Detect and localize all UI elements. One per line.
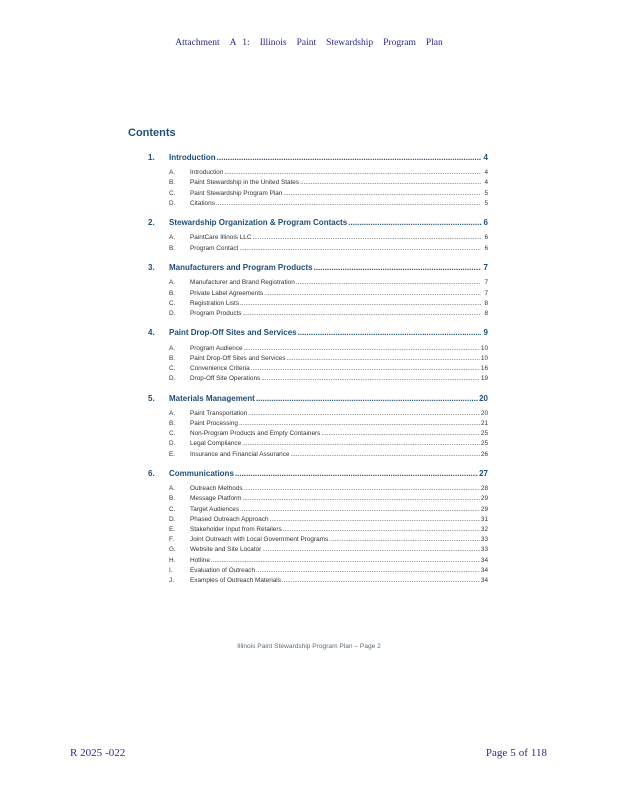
subsection-title: Outreach Methods	[190, 485, 243, 493]
subsection-letter: A.	[169, 409, 176, 417]
subsection-page: 34	[480, 556, 488, 564]
toc-subsection-entry[interactable]	[148, 372, 488, 382]
subsection-letter: B.	[169, 354, 176, 362]
subsection-letter: F.	[169, 536, 174, 544]
toc-subsection-entry[interactable]	[148, 341, 488, 351]
dot-leader	[244, 486, 480, 492]
subsection-title: PaintCare Illinois LLC	[190, 234, 252, 242]
subsection-title: Program Contact	[190, 244, 239, 252]
document-number-part: R 2025	[70, 747, 103, 759]
subsection-letter: B.	[169, 420, 176, 427]
subsection-title: Non-Program Products and Empty Containers	[190, 430, 321, 438]
subsection-page: 33	[480, 546, 488, 554]
header-word: Plan	[425, 38, 443, 48]
dot-leader	[321, 431, 480, 437]
dot-leader	[348, 219, 481, 227]
subsection-letter: A.	[169, 485, 176, 493]
contents-title: Contents	[128, 127, 176, 139]
section-page: 20	[479, 393, 488, 403]
subsection-letter: D.	[169, 375, 176, 383]
toc-subsection-entry[interactable]	[148, 513, 488, 523]
toc-subsection-entry[interactable]	[148, 502, 488, 512]
dot-leader	[235, 470, 478, 478]
subsection-page: 6	[484, 234, 488, 242]
dot-leader	[240, 300, 481, 306]
header-word: Program	[383, 38, 416, 48]
dot-leader	[282, 578, 480, 584]
table-of-contents	[148, 150, 488, 592]
toc-section	[148, 150, 488, 207]
dot-leader	[283, 190, 481, 196]
toc-subsection-entry[interactable]	[148, 197, 488, 207]
toc-subsection-entry[interactable]	[148, 482, 488, 492]
toc-subsection-entry[interactable]	[148, 186, 488, 196]
section-page: 4	[483, 153, 488, 162]
dot-leader	[298, 329, 481, 337]
subsection-title: Evaluation of Outreach	[190, 566, 256, 574]
page-counter	[486, 747, 550, 759]
dot-leader	[244, 345, 480, 351]
subsection-letter: D.	[169, 515, 176, 523]
toc-section-entry[interactable]	[148, 325, 488, 337]
dot-leader	[224, 170, 481, 176]
toc-section-entry[interactable]	[148, 391, 488, 403]
subsection-letter: D.	[169, 309, 176, 317]
dot-leader	[262, 547, 480, 553]
dot-leader	[243, 496, 480, 502]
subsection-page: 19	[480, 375, 488, 383]
section-number: 2.	[148, 218, 155, 228]
subsection-page: 5	[484, 199, 488, 207]
subsection-letter: C.	[169, 299, 176, 307]
dot-leader	[217, 154, 481, 162]
subsection-letter: D.	[169, 199, 176, 207]
inner-page-footer: Illinois Paint Stewardship Program Plan – Page 2	[237, 643, 381, 650]
subsection-letter: A.	[169, 169, 176, 177]
subsection-letter: C.	[169, 189, 176, 197]
section-number: 5.	[148, 393, 155, 403]
dot-leader	[252, 235, 481, 241]
subsection-letter: B.	[169, 179, 176, 187]
toc-subsection-entry[interactable]	[148, 352, 488, 362]
subsection-title: Manufacturer and Brand Registration	[190, 279, 295, 287]
subsection-title: Target Audiences	[190, 505, 240, 513]
subsection-page: 34	[480, 566, 488, 574]
subsection-page: 25	[480, 430, 488, 438]
section-page: 7	[483, 263, 488, 273]
dot-leader	[314, 264, 481, 272]
document-number-part: -022	[105, 747, 126, 759]
subsection-title: Paint Processing	[190, 420, 238, 427]
subsection-title: Program Products	[190, 309, 242, 317]
subsection-page: 21	[480, 420, 488, 427]
section-page: 9	[483, 328, 488, 338]
subsection-page: 16	[480, 364, 488, 372]
toc-section-entry[interactable]	[148, 466, 488, 478]
page-counter-part: Page	[485, 747, 508, 759]
subsection-title: Stakeholder Input from Retailers	[190, 526, 282, 533]
dot-leader	[256, 395, 478, 403]
subsection-title: Introduction	[190, 169, 224, 177]
section-title: Communications	[169, 469, 234, 479]
page-counter-part: of	[518, 747, 528, 759]
dot-leader	[261, 376, 480, 382]
subsection-letter: D.	[169, 440, 176, 448]
toc-subsection-entry[interactable]	[148, 241, 488, 251]
dot-leader	[239, 421, 480, 427]
subsection-title: Phased Outreach Approach	[190, 515, 269, 523]
subsection-letter: C.	[169, 364, 176, 372]
dot-leader	[283, 527, 480, 533]
subsection-page: 20	[480, 409, 488, 417]
dot-leader	[240, 506, 480, 512]
subsection-title: Convenience Criteria	[190, 364, 250, 372]
toc-subsection-entry[interactable]	[148, 286, 488, 296]
subsection-page: 7	[484, 289, 488, 297]
section-title: Materials Management	[169, 393, 255, 403]
header-word: Attachment	[175, 38, 220, 48]
toc-subsection-entry[interactable]	[148, 492, 488, 502]
header-word: A 1:	[229, 38, 250, 48]
section-number: 6.	[148, 469, 155, 479]
attachment-header	[0, 38, 618, 48]
section-number: 4.	[148, 328, 155, 338]
subsection-page: 25	[480, 440, 488, 448]
subsection-title: Examples of Outreach Materials	[190, 576, 281, 584]
subsection-page: 29	[480, 495, 488, 503]
subsection-letter: A.	[169, 344, 176, 352]
toc-subsection-entry[interactable]	[148, 362, 488, 372]
toc-section	[148, 466, 488, 584]
dot-leader	[290, 451, 479, 457]
dot-leader	[251, 366, 480, 372]
dot-leader	[300, 180, 481, 186]
toc-section	[148, 391, 488, 458]
dot-leader	[296, 280, 481, 286]
section-number: 3.	[148, 263, 155, 273]
toc-subsection-entry[interactable]	[148, 543, 488, 553]
toc-subsection-entry[interactable]	[148, 231, 488, 241]
subsection-page: 6	[484, 244, 488, 252]
header-word: Paint	[296, 38, 317, 48]
subsection-letter: A.	[169, 279, 176, 287]
dot-leader	[286, 355, 479, 361]
subsection-title: Insurance and Financial Assurance	[190, 450, 290, 458]
toc-subsection-entry[interactable]	[148, 564, 488, 574]
subsection-page: 31	[480, 515, 488, 523]
section-page: 27	[479, 469, 488, 479]
dot-leader	[242, 441, 480, 447]
dot-leader	[264, 290, 481, 296]
section-title: Stewardship Organization & Program Contacts	[169, 218, 348, 228]
toc-subsection-entry[interactable]	[148, 533, 488, 543]
dot-leader	[270, 516, 480, 522]
toc-section	[148, 325, 488, 382]
subsection-letter: E.	[169, 526, 176, 533]
subsection-page: 10	[480, 344, 488, 352]
subsection-title: Registration Lists	[190, 299, 240, 307]
header-word: Stewardship	[326, 38, 374, 48]
subsection-title: Joint Outreach with Local Government Programs	[190, 536, 329, 544]
toc-section	[148, 215, 488, 251]
subsection-page: 33	[480, 536, 488, 544]
subsection-title: Paint Stewardship Program Plan	[190, 189, 283, 197]
toc-subsection-entry[interactable]	[148, 427, 488, 437]
subsection-title: Citations	[190, 199, 215, 207]
section-title: Introduction	[169, 153, 216, 162]
subsection-letter: H.	[169, 556, 176, 564]
subsection-page: 5	[484, 189, 488, 197]
subsection-page: 28	[480, 485, 488, 493]
document-number	[70, 747, 128, 759]
toc-section-entry[interactable]	[148, 260, 488, 272]
dot-leader	[256, 567, 480, 573]
subsection-title: Private Label Agreements	[190, 289, 264, 297]
subsection-page: 34	[480, 576, 488, 584]
dot-leader	[329, 537, 480, 543]
toc-subsection-entry[interactable]	[148, 417, 488, 427]
dot-leader	[239, 245, 481, 251]
toc-section	[148, 260, 488, 317]
dot-leader	[243, 310, 482, 316]
subsection-title: Message Platform	[190, 495, 242, 503]
dot-leader	[216, 200, 481, 206]
subsection-title: Legal Compliance	[190, 440, 242, 448]
subsection-letter: A.	[169, 234, 176, 242]
toc-subsection-entry[interactable]	[148, 407, 488, 417]
subsection-page: 4	[484, 179, 488, 187]
toc-subsection-entry[interactable]	[148, 447, 488, 457]
section-number: 1.	[148, 153, 155, 162]
header-word: Illinois	[259, 38, 287, 48]
subsection-title: Program Audience	[190, 344, 243, 352]
subsection-page: 8	[484, 309, 488, 317]
subsection-letter: C.	[169, 430, 176, 438]
subsection-letter: B.	[169, 289, 176, 297]
section-page: 6	[483, 218, 488, 228]
toc-subsection-entry[interactable]	[148, 437, 488, 447]
subsection-letter: G.	[169, 546, 176, 554]
subsection-title: Paint Stewardship in the United States	[190, 179, 300, 187]
subsection-page: 4	[484, 169, 488, 177]
dot-leader	[211, 557, 480, 563]
subsection-title: Drop-Off Site Operations	[190, 375, 261, 383]
subsection-page: 8	[484, 299, 488, 307]
subsection-page: 10	[480, 354, 488, 362]
section-title: Paint Drop-Off Sites and Services	[169, 328, 297, 338]
toc-subsection-entry[interactable]	[148, 176, 488, 186]
subsection-title: Hotline	[190, 556, 210, 564]
subsection-title: Paint Drop-Off Sites and Services	[190, 354, 286, 362]
toc-subsection-entry[interactable]	[148, 553, 488, 563]
subsection-letter: J.	[169, 576, 174, 584]
subsection-page: 7	[484, 279, 488, 287]
subsection-letter: C.	[169, 505, 176, 513]
toc-subsection-entry[interactable]	[148, 297, 488, 307]
subsection-page: 29	[480, 505, 488, 513]
section-title: Manufacturers and Program Products	[169, 263, 313, 273]
subsection-title: Paint Transportation	[190, 409, 248, 417]
subsection-page: 32	[480, 526, 488, 533]
toc-subsection-entry[interactable]	[148, 307, 488, 317]
toc-subsection-entry[interactable]	[148, 523, 488, 533]
subsection-letter: E.	[169, 450, 176, 458]
subsection-letter: B.	[169, 495, 176, 503]
toc-section-entry[interactable]	[148, 215, 488, 227]
toc-subsection-entry[interactable]	[148, 276, 488, 286]
subsection-title: Website and Site Locator	[190, 546, 262, 554]
subsection-letter: I.	[169, 566, 173, 574]
page-counter-part: 118	[530, 747, 547, 759]
toc-subsection-entry[interactable]	[148, 574, 488, 584]
dot-leader	[248, 410, 480, 416]
toc-section-entry[interactable]	[148, 150, 488, 162]
subsection-page: 26	[480, 450, 488, 458]
toc-subsection-entry[interactable]	[148, 166, 488, 176]
subsection-letter: B.	[169, 244, 176, 252]
page-counter-part: 5	[510, 747, 516, 759]
